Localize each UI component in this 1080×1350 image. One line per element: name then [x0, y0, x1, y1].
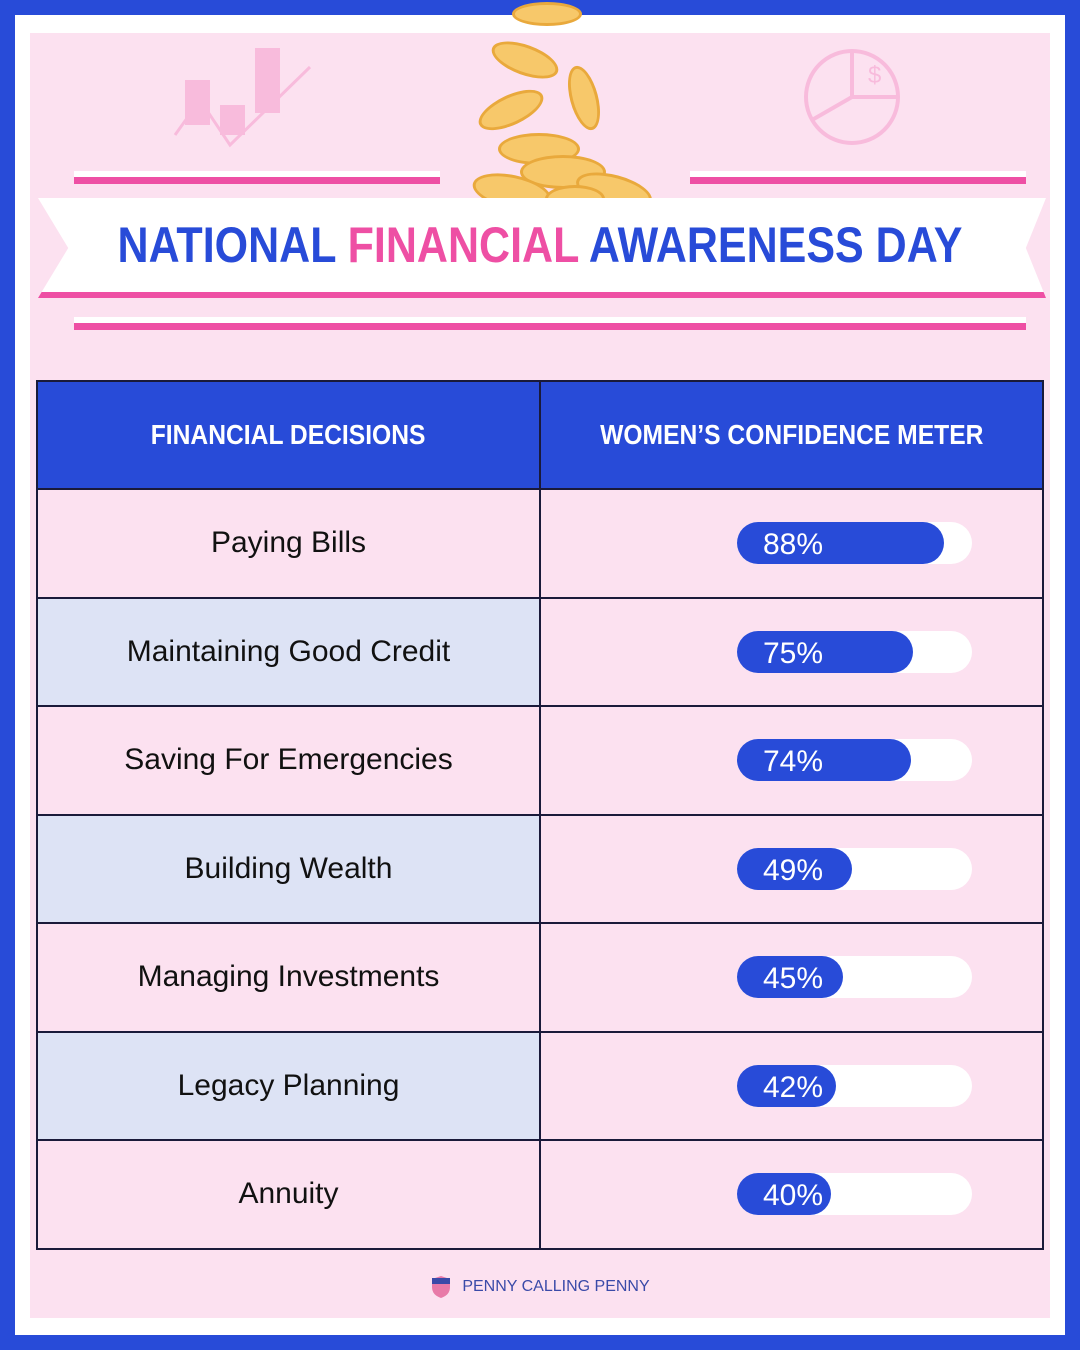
- table-row: [37, 598, 1043, 707]
- meter-cell: [540, 489, 1043, 598]
- brand-name: PENNY CALLING PENNY: [462, 1278, 650, 1296]
- table-row: [37, 1140, 1043, 1249]
- confidence-meter: [737, 631, 972, 673]
- table-row: [37, 815, 1043, 924]
- page-title: [76, 216, 1005, 274]
- meter-cell: [540, 598, 1043, 707]
- meter-cell: [540, 1140, 1043, 1249]
- confidence-meter: [737, 1065, 972, 1107]
- decision-label: Annuity: [37, 1140, 540, 1249]
- confidence-meter: [737, 848, 972, 890]
- decision-label: Building Wealth: [37, 815, 540, 924]
- meter-cell: [540, 923, 1043, 1032]
- meter-cell: [540, 1032, 1043, 1141]
- footer-brand: [0, 1275, 1080, 1299]
- title-word: NATIONAL: [117, 217, 336, 273]
- meter-value: 45%: [763, 962, 824, 996]
- meter-value: 75%: [763, 636, 824, 670]
- meter-value: 40%: [763, 1179, 824, 1213]
- title-word: AWARENESS DAY: [588, 217, 963, 273]
- confidence-meter: [737, 739, 972, 781]
- column-header: FINANCIAL DECISIONS: [37, 381, 540, 489]
- meter-cell: [540, 815, 1043, 924]
- confidence-meter: [737, 522, 972, 564]
- divider: [74, 323, 1026, 330]
- meter-value: 88%: [763, 528, 824, 562]
- meter-value: 42%: [763, 1070, 824, 1104]
- table-row: [37, 706, 1043, 815]
- meter-value: 74%: [763, 745, 824, 779]
- decision-label: Maintaining Good Credit: [37, 598, 540, 707]
- pie-chart-icon: [802, 45, 907, 150]
- confidence-table: [36, 380, 1044, 1250]
- growth-chart-icon: [170, 45, 315, 150]
- meter-value: 49%: [763, 853, 824, 887]
- decision-label: Managing Investments: [37, 923, 540, 1032]
- table-row: [37, 489, 1043, 598]
- divider: [690, 177, 1026, 184]
- shield-logo-icon: [430, 1275, 452, 1299]
- decision-label: Saving For Emergencies: [37, 706, 540, 815]
- decision-label: Paying Bills: [37, 489, 540, 598]
- decision-label: Legacy Planning: [37, 1032, 540, 1141]
- confidence-meter: [737, 1173, 972, 1215]
- title-highlight: FINANCIAL: [347, 217, 579, 273]
- confidence-meter: [737, 956, 972, 998]
- meter-cell: [540, 706, 1043, 815]
- svg-text:$: $: [868, 62, 882, 89]
- table-row: [37, 923, 1043, 1032]
- divider: [74, 177, 440, 184]
- table-row: [37, 1032, 1043, 1141]
- column-header: WOMEN’S CONFIDENCE METER: [540, 381, 1043, 489]
